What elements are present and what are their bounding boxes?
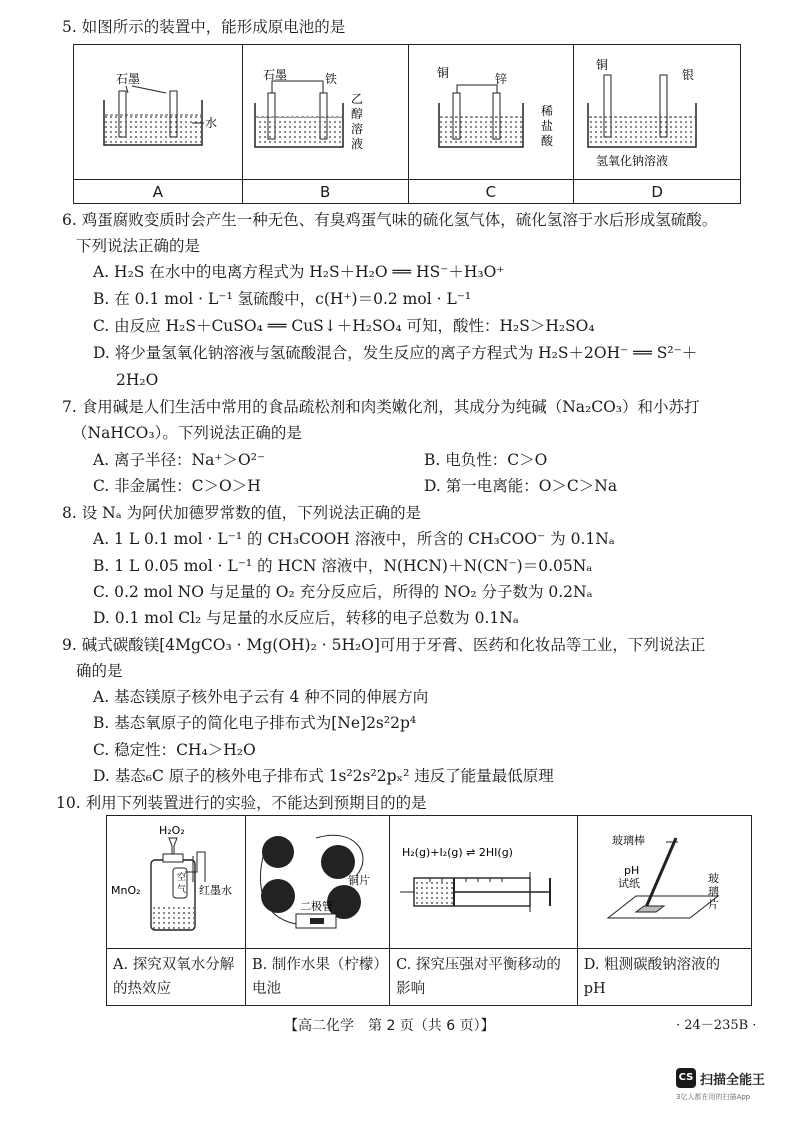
q5-fig-d bbox=[574, 45, 741, 180]
svg-text:银: 银 bbox=[682, 68, 695, 82]
svg-text:空: 空 bbox=[177, 873, 187, 883]
q10-fig-a bbox=[107, 816, 246, 949]
svg-text:试纸: 试纸 bbox=[617, 877, 640, 890]
q10-fig-b-drawing bbox=[246, 816, 382, 944]
q10-caption-b: B. 制作水果（柠檬）电池 bbox=[245, 949, 389, 1006]
svg-text:H₂O₂: H₂O₂ bbox=[159, 824, 185, 837]
q9-stem-2: 确的是 bbox=[76, 662, 123, 680]
q10-fig-b bbox=[245, 816, 389, 949]
q9-option-b: B. 基态氧原子的简化电子排布式为[Ne]2s²2p⁴ bbox=[93, 714, 417, 732]
svg-text:铜: 铜 bbox=[436, 66, 449, 80]
svg-text:氢氧化钠溶液: 氢氧化钠溶液 bbox=[596, 154, 669, 168]
page-footer bbox=[0, 1016, 794, 1038]
q10-caption-a: A. 探究双氧水分解的热效应 bbox=[107, 949, 246, 1006]
svg-text:乙: 乙 bbox=[350, 92, 363, 106]
q10-fig-c-drawing bbox=[390, 816, 568, 944]
svg-text:酸: 酸 bbox=[540, 134, 553, 148]
q8-stem: 8. 设 Nₐ 为阿伏加德罗常数的值，下列说法正确的是 bbox=[62, 504, 422, 522]
q6-option-b: B. 在 0.1 mol · L⁻¹ 氢硫酸中，c(H⁺)＝0.2 mol · L⁻¹ bbox=[93, 290, 472, 308]
q7-stem-2: （NaHCO₃）。下列说法正确的是 bbox=[72, 424, 302, 442]
q8-option-b: B. 1 L 0.05 mol · L⁻¹ 的 HCN 溶液中，N(HCN)＋N(CN⁻)＝0.05Nₐ bbox=[93, 557, 593, 575]
svg-text:pH: pH bbox=[623, 864, 640, 877]
q9-option-c: C. 稳定性：CH₄＞H₂O bbox=[93, 741, 256, 759]
q8-option-c: C. 0.2 mol NO 与足量的 O₂ 充分反应后，所得的 NO₂ 分子数为 0.2Nₐ bbox=[93, 583, 593, 601]
q5-fig-b bbox=[242, 45, 408, 180]
svg-text:玻: 玻 bbox=[707, 872, 719, 885]
svg-text:铜片: 铜片 bbox=[347, 874, 370, 887]
q5-figure-table bbox=[73, 44, 741, 204]
q9-option-d: D. 基态₆C 原子的核外电子排布式 1s²2s²2pₓ² 违反了能量最低原理 bbox=[93, 767, 554, 785]
q10-fig-a-drawing bbox=[107, 816, 238, 944]
q5-fig-a bbox=[74, 45, 243, 180]
footer-page-info: 【高二化学 第 2 页（共 6 页）】 bbox=[284, 1018, 495, 1034]
svg-text:锌: 锌 bbox=[494, 72, 507, 86]
svg-text:MnO₂: MnO₂ bbox=[111, 884, 141, 897]
q6-option-a: A. H₂S 在水中的电离方程式为 H₂S＋H₂O ══ HS⁻＋H₃O⁺ bbox=[93, 263, 505, 281]
svg-text:稀: 稀 bbox=[540, 104, 553, 118]
q7-option-a: A. 离子半径：Na⁺＞O²⁻ bbox=[93, 451, 266, 469]
q5-label-d: D bbox=[574, 180, 741, 204]
q6-option-d: D. 将少量氢氧化钠溶液与氢硫酸混合，发生反应的离子方程式为 H₂S＋2OH⁻ ══ S²⁻＋ bbox=[93, 344, 698, 362]
q5-stem: 5. 如图所示的装置中，能形成原电池的是 bbox=[62, 18, 346, 36]
q5-label-b: B bbox=[242, 180, 408, 204]
svg-text:H₂(g)+I₂(g) ⇌ 2HI(g): H₂(g)+I₂(g) ⇌ 2HI(g) bbox=[402, 846, 514, 859]
q9-stem-1: 9. 碱式碳酸镁[4MgCO₃ · Mg(OH)₂ · 5H₂O]可用于牙膏、医药和化妆品等工业，下列说法正 bbox=[62, 636, 706, 654]
q8-option-a: A. 1 L 0.1 mol · L⁻¹ 的 CH₃COOH 溶液中，所含的 CH₃COO⁻ 为 0.1Nₐ bbox=[93, 530, 615, 548]
q5-label-c: C bbox=[408, 180, 574, 204]
q5-label-a: A bbox=[74, 180, 243, 204]
footer-code: · 24－235B · bbox=[676, 1018, 757, 1033]
svg-text:红墨水: 红墨水 bbox=[199, 884, 232, 897]
svg-text:铁: 铁 bbox=[324, 72, 337, 86]
q10-figure-table bbox=[106, 815, 752, 1006]
scanner-watermark bbox=[676, 1068, 788, 1108]
q5-fig-a-drawing bbox=[74, 45, 241, 175]
q10-fig-d bbox=[577, 816, 751, 949]
q5-fig-d-drawing bbox=[574, 45, 739, 175]
svg-text:石墨: 石墨 bbox=[262, 68, 287, 82]
svg-text:玻璃棒: 玻璃棒 bbox=[611, 834, 645, 847]
q10-caption-c: C. 探究压强对平衡移动的影响 bbox=[390, 949, 578, 1006]
svg-text:溶: 溶 bbox=[350, 122, 363, 136]
q10-fig-d-drawing bbox=[578, 816, 743, 944]
q5-fig-c bbox=[408, 45, 574, 180]
q7-stem-1: 7. 食用碱是人们生活中常用的食品疏松剂和肉类嫩化剂，其成分为纯碱（Na₂CO₃）和小苏打 bbox=[62, 398, 700, 416]
watermark-subtitle: 3亿人都在用的扫描App bbox=[676, 1093, 751, 1101]
svg-text:片: 片 bbox=[707, 898, 719, 911]
q7-option-d: D. 第一电离能：O＞C＞Na bbox=[424, 477, 618, 495]
svg-text:液: 液 bbox=[350, 137, 363, 151]
svg-text:二极管: 二极管 bbox=[299, 900, 333, 913]
q5-fig-c-drawing bbox=[409, 45, 573, 175]
q6-stem-2: 下列说法正确的是 bbox=[76, 237, 201, 255]
svg-text:醇: 醇 bbox=[350, 107, 363, 121]
q8-option-d: D. 0.1 mol Cl₂ 与足量的水反应后，转移的电子总数为 0.1Nₐ bbox=[93, 609, 519, 627]
q5-a-electrode-label: 石墨 bbox=[116, 72, 141, 86]
q10-fig-c bbox=[390, 816, 578, 949]
q5-fig-b-drawing bbox=[243, 45, 407, 175]
q6-option-d-cont: 2H₂O bbox=[116, 371, 159, 389]
q6-stem-1: 6. 鸡蛋腐败变质时会产生一种无色、有臭鸡蛋气味的硫化氢气体，硫化氢溶于水后形成氢硫酸。 bbox=[62, 211, 718, 229]
q9-option-a: A. 基态镁原子核外电子云有 4 种不同的伸展方向 bbox=[93, 688, 429, 706]
svg-text:璃: 璃 bbox=[707, 885, 719, 898]
q7-option-b: B. 电负性：C＞O bbox=[424, 451, 548, 469]
cs-logo-icon: CS bbox=[676, 1068, 696, 1088]
q6-option-c: C. 由反应 H₂S＋CuSO₄ ══ CuS↓＋H₂SO₄ 可知，酸性：H₂S＞H₂SO₄ bbox=[93, 317, 595, 335]
q10-caption-d: D. 粗测碳酸钠溶液的 pH bbox=[577, 949, 751, 1006]
svg-text:盐: 盐 bbox=[540, 119, 553, 133]
q5-a-liquid-label: 水 bbox=[205, 116, 218, 130]
watermark-title: 扫描全能王 bbox=[700, 1073, 766, 1088]
svg-text:铜: 铜 bbox=[596, 58, 609, 72]
q7-option-c: C. 非金属性：C＞O＞H bbox=[93, 477, 261, 495]
q10-stem: 10. 利用下列装置进行的实验，不能达到预期目的的是 bbox=[56, 794, 427, 812]
svg-text:气: 气 bbox=[177, 885, 187, 895]
